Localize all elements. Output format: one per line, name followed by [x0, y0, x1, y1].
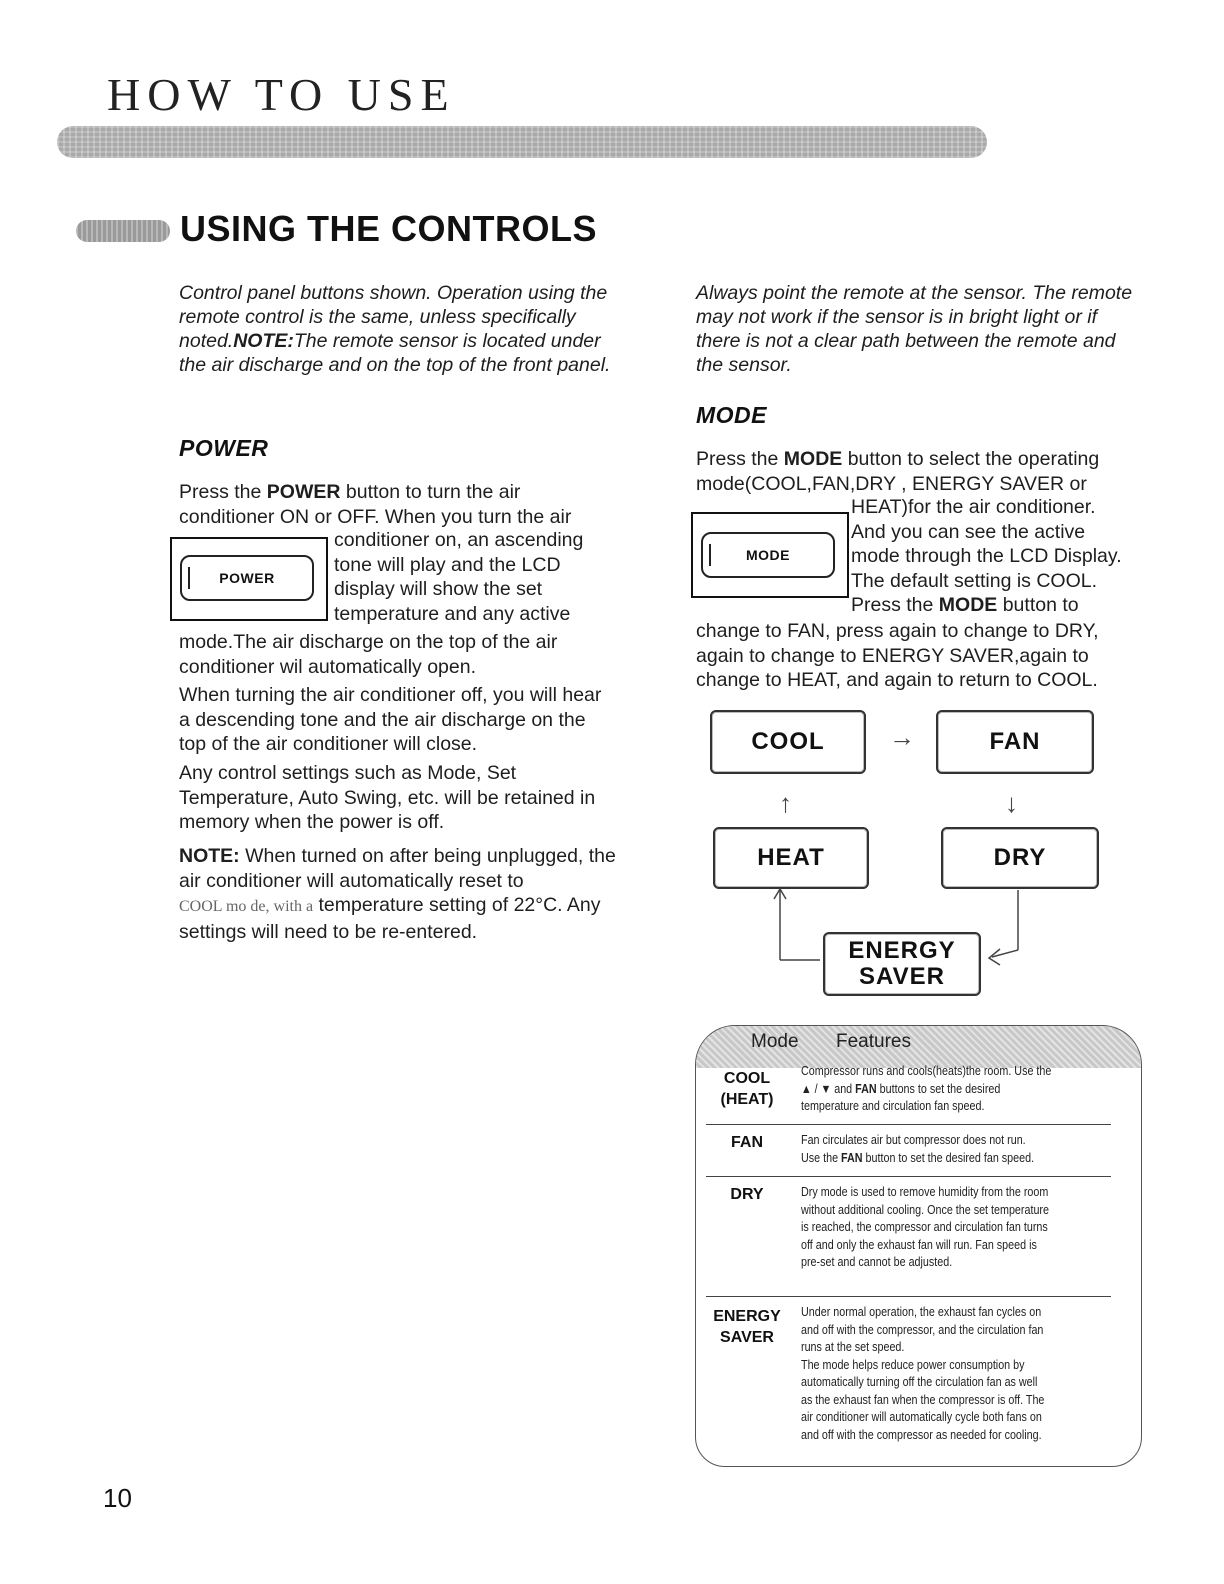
table-header-features: Features [836, 1031, 911, 1052]
table-row [706, 1126, 1111, 1177]
table-row-mode: ENERGY SAVER [713, 1308, 781, 1346]
left-intro: Control panel buttons shown. Operation using the remote control is the same, unless specifically noted.NOTE:The remote sensor is located under the air discharge and on the top of the front panel. [179, 282, 611, 376]
table-row-features: Fan circulates air but compressor does not run. Use the FAN button to set the desired fan speed. [801, 1133, 1035, 1165]
table-row-mode: COOL (HEAT) [720, 1070, 774, 1108]
flow-box-fan: FAN [936, 710, 1094, 774]
right-intro: Always point the remote at the sensor. The remote may not work if the sensor is in bright light or if there is not a clear path between the remote and the sensor. [696, 282, 1133, 376]
mode-button-illustration [691, 512, 849, 598]
mode-button: MODE [701, 532, 835, 578]
power-paragraph-off: When turning the air conditioner off, you will hear a descending tone and the air discharge on the top of the air conditioner will close. [179, 684, 602, 755]
table-row-features: Dry mode is used to remove humidity from the room without additional cooling. Once the set temperature is reached, the compressor and circulation fan turns off and only the exhaust fan will run. Fan speed is pre-set and cannot be adjusted. [801, 1185, 1050, 1269]
flow-box-cool: COOL [710, 710, 866, 774]
power-paragraph-side: conditioner on, an ascending tone will play and the LCD display will show the set temperature and any active [334, 529, 584, 625]
mode-paragraph-side: HEAT)for the air conditioner. And you can see the active mode through the LCD Display. The default setting is COOL. Press the MODE button to [851, 496, 1122, 616]
power-note: NOTE: When turned on after being unplugged, the air conditioner will automatically reset to COOL mo de, with a temperature setting of 22°C. Any settings will need to be re-entered. [179, 845, 616, 943]
table-header-mode: Mode [751, 1031, 799, 1052]
mode-paragraph-top: Press the MODE button to select the operating mode(COOL,FAN,DRY , ENERGY SAVER or [696, 448, 1100, 495]
section-title: USING THE CONTROLS [180, 208, 598, 249]
header-bar [57, 126, 987, 158]
table-row [706, 1178, 1111, 1297]
mode-features-table [695, 1025, 1142, 1467]
table-row-features: Compressor runs and cools(heats)the room. Use the ▲ / ▼ and FAN buttons to set the desired temperature and circulation fan speed. [801, 1064, 1052, 1113]
power-heading: POWER [179, 435, 269, 461]
page-header-title: HOW TO USE [107, 69, 456, 120]
flow-box-energy-saver: ENERGY SAVER [823, 932, 981, 996]
table-row-mode: DRY [730, 1186, 764, 1203]
section-marker [76, 220, 170, 242]
power-paragraph-top: Press the POWER button to turn the air conditioner ON or OFF. When you turn the air [179, 481, 572, 528]
table-row [706, 1298, 1111, 1458]
table-row [706, 1064, 1111, 1125]
flow-box-heat: HEAT [713, 827, 869, 889]
connector-dry-diag [992, 950, 1018, 957]
table-row-features: Under normal operation, the exhaust fan cycles on and off with the compressor, and the circulation fan runs at the set speed. The mode helps reduce power consumption by automatically turning off the circulation fan as well as the exhaust fan when the compressor is off. The air conditioner will automatically cycle both fans on and off with the compressor as needed for cooling. [801, 1305, 1045, 1442]
flow-box-dry: DRY [941, 827, 1099, 889]
arrow-down-icon: ↓ [1005, 788, 1018, 818]
table-header [696, 1026, 1141, 1068]
power-button: POWER [180, 555, 314, 601]
mode-paragraph-tail: change to FAN, press again to change to DRY, again to change to ENERGY SAVER,again to change to HEAT, and again to return to COOL. [696, 620, 1099, 691]
power-paragraph-memory: Any control settings such as Mode, Set Temperature, Auto Swing, etc. will be retained in memory when the power is off. [179, 762, 596, 833]
table-row-mode: FAN [731, 1134, 763, 1151]
arrow-right-icon: → [889, 722, 915, 752]
power-paragraph-tail: mode.The air discharge on the top of the air conditioner wil automatically open. [179, 631, 558, 678]
power-button-illustration [170, 537, 328, 621]
page-number: 10 [103, 1483, 132, 1513]
arrow-up-icon: ↑ [779, 788, 792, 818]
mode-heading: MODE [696, 402, 767, 428]
